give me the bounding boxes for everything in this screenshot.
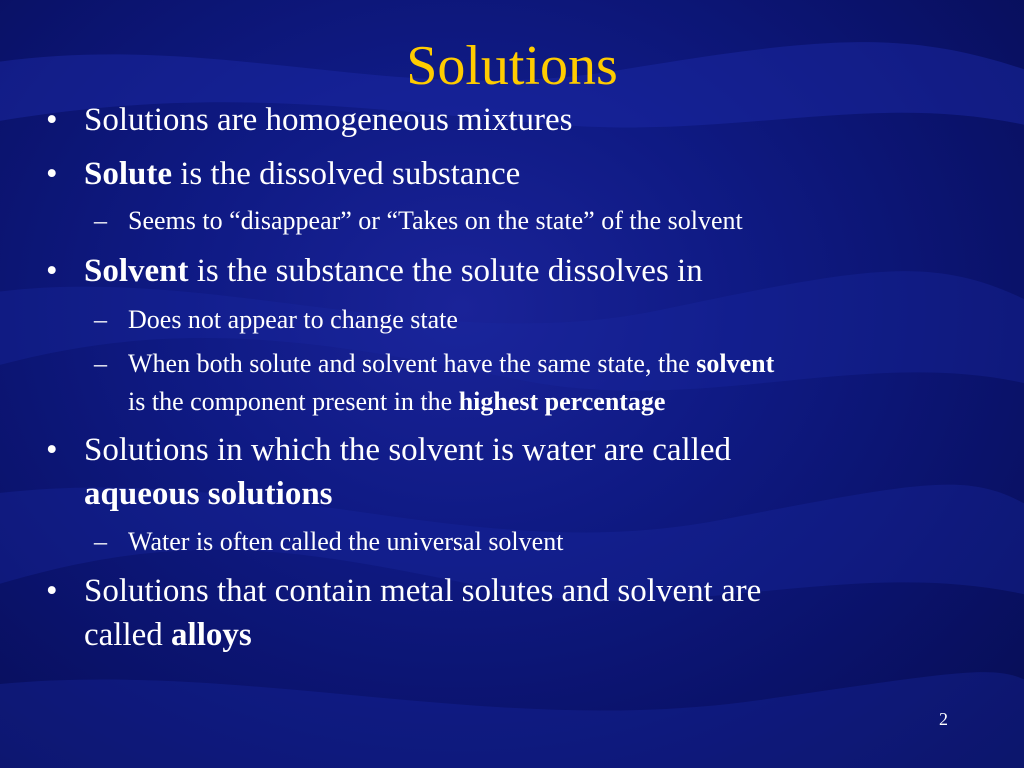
bullet-marker: •: [46, 573, 58, 609]
dash-marker: –: [94, 527, 107, 556]
bullet-marker: •: [46, 432, 58, 468]
bullet-item-5: [46, 569, 762, 657]
term-aqueous-solutions: aqueous solutions: [84, 476, 333, 512]
bullet-marker: •: [46, 156, 58, 192]
sub-item-line-2: is the component present in the highest percentage: [128, 387, 666, 416]
term-solute: Solute: [84, 156, 173, 192]
bullet-marker: •: [46, 253, 58, 289]
bullet-item-3: [46, 249, 703, 293]
bullet-text: is the dissolved substance: [172, 156, 521, 192]
dash-marker: –: [94, 349, 107, 378]
sub-item-text: Seems to “disappear” or “Takes on the state” of the solvent: [128, 206, 743, 235]
bullet-line-1: Solutions that contain metal solutes and solvent are: [84, 573, 762, 609]
sub-item-text: Water is often called the universal solvent: [128, 527, 564, 556]
sub-item-solvent-2: [94, 345, 775, 421]
bullet-line-2: called alloys: [84, 617, 252, 653]
bullet-item-1: [46, 98, 573, 142]
sub-item-solvent-1: [94, 301, 458, 339]
sub-item-line-1: When both solute and solvent have the same state, the solvent: [128, 349, 775, 378]
bullet-text: is the substance the solute dissolves in: [188, 253, 703, 289]
sub-item-solute-1: [94, 202, 743, 240]
dash-marker: –: [94, 305, 107, 334]
bullet-line-2: [84, 472, 731, 516]
bullet-item-2: [46, 152, 521, 196]
term-alloys: alloys: [171, 617, 252, 653]
bullet-item-4: [46, 428, 732, 516]
page-number: 2: [939, 709, 948, 729]
term-solvent-emphasis: solvent: [696, 349, 775, 378]
dash-marker: –: [94, 206, 107, 235]
sub-item-water-1: [94, 523, 564, 561]
bullet-line-1: Solutions in which the solvent is water are called: [84, 432, 732, 468]
term-solvent: Solvent: [84, 253, 189, 289]
bullet-marker: •: [46, 102, 58, 138]
sub-item-text: Does not appear to change state: [128, 305, 458, 334]
bullet-text: Solutions are homogeneous mixtures: [84, 102, 573, 138]
term-highest-percentage: highest percentage: [458, 387, 666, 416]
slide-title: Solutions: [406, 35, 618, 97]
